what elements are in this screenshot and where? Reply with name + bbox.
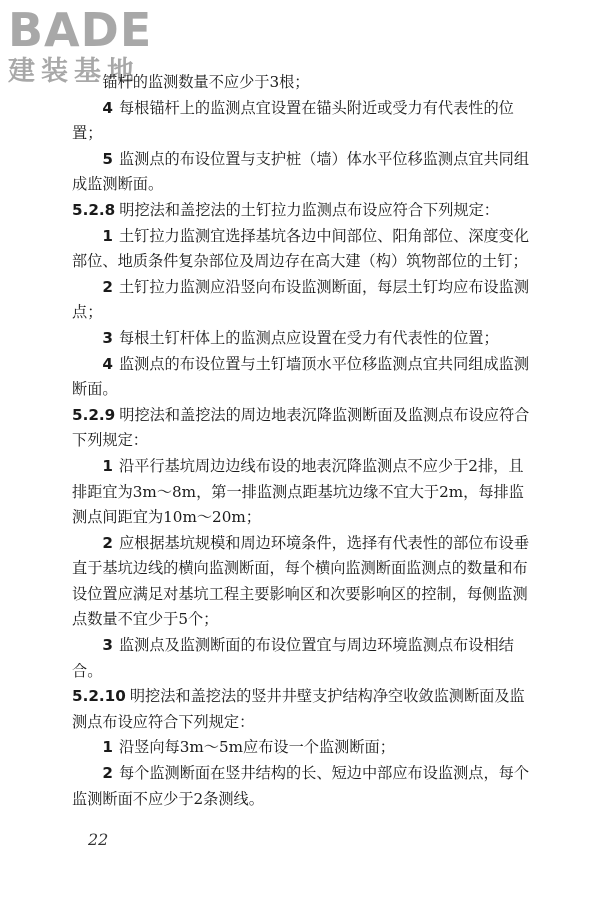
item-text: 每根锚杆上的监测点宜设置在锚头附近或受力有代表性的位置； (72, 98, 514, 143)
item-number: 1 (102, 738, 113, 757)
item-number: 3 (102, 328, 113, 347)
item-number: 1 (102, 456, 113, 475)
list-item (72, 761, 534, 812)
list-item (72, 735, 534, 761)
list-item (72, 454, 534, 531)
item-number: 3 (102, 636, 113, 655)
list-item (72, 275, 534, 326)
item-text: 沿竖向每3m～5m应布设一个监测断面； (118, 738, 395, 757)
item-number: 2 (102, 533, 113, 552)
list-item (72, 147, 534, 198)
list-item (72, 633, 534, 684)
clause-heading (72, 403, 534, 454)
clause-heading (72, 684, 534, 735)
item-text: 土钉拉力监测宜选择基坑各边中间部位、阳角部位、深度变化部位、地质条件复杂部位及周边存在高大建（构）筑物部位的土钉； (72, 226, 530, 271)
clause-text: 明挖法和盖挖法的土钉拉力监测点布设应符合下列规定： (119, 200, 499, 219)
item-number: 4 (102, 98, 113, 117)
item-text: 每根土钉杆体上的监测点应设置在受力有代表性的位置； (118, 328, 499, 347)
list-item (72, 70, 534, 96)
item-text: 监测点的布设位置与土钉墙顶水平位移监测点宜共同组成监测断面。 (72, 354, 530, 399)
document-body (72, 60, 534, 812)
clause-heading (72, 198, 534, 224)
list-item (72, 96, 534, 147)
clause-number: 5.2.8 (72, 200, 116, 219)
list-item (72, 352, 534, 403)
item-text: 锚杆的监测数量不应少于3根； (102, 73, 310, 91)
item-text: 应根据基坑规模和周边环境条件，选择有代表性的部位布设垂直于基坑边线的横向监测断面，每个横向监测断面监测点的数量和布设位置应满足对基坑工程主要影响区和次要影响区的控制，每侧监测点数量不宜少于5个； (72, 533, 530, 629)
item-number: 5 (102, 149, 113, 168)
item-text: 沿平行基坑周边边线布设的地表沉降监测点不应少于2排，且排距宜为3m～8m，第一排监测点距基坑边缘不宜大于2m，每排监测点间距宜为10m～20m； (72, 456, 524, 527)
item-number: 4 (102, 354, 113, 373)
clause-text: 明挖法和盖挖法的周边地表沉降监测断面及监测点布设应符合下列规定： (72, 405, 530, 450)
page-number: 22 (88, 830, 109, 849)
item-number: 2 (102, 764, 113, 783)
clause-number: 5.2.10 (72, 687, 126, 706)
list-item (72, 224, 534, 275)
watermark-latin: BADE (8, 3, 153, 57)
clause-number: 5.2.9 (72, 405, 116, 424)
item-number: 1 (102, 226, 113, 245)
clause-text: 明挖法和盖挖法的竖井井壁支护结构净空收敛监测断面及监测点布设应符合下列规定： (72, 687, 525, 731)
item-text: 土钉拉力监测应沿竖向布设监测断面，每层土钉均应布设监测点； (72, 277, 530, 322)
item-number: 2 (102, 277, 113, 296)
item-text: 监测点及监测断面的布设位置宜与周边环境监测点布设相结合。 (72, 636, 514, 680)
item-text: 监测点的布设位置与支护桩（墙）体水平位移监测点宜共同组成监测断面。 (72, 149, 530, 194)
list-item (72, 531, 534, 633)
watermark-cjk: 建装基地 (8, 56, 140, 87)
list-item (72, 326, 534, 352)
item-text: 每个监测断面在竖井结构的长、短边中部应布设监测点，每个监测断面不应少于2条测线。 (72, 764, 530, 808)
